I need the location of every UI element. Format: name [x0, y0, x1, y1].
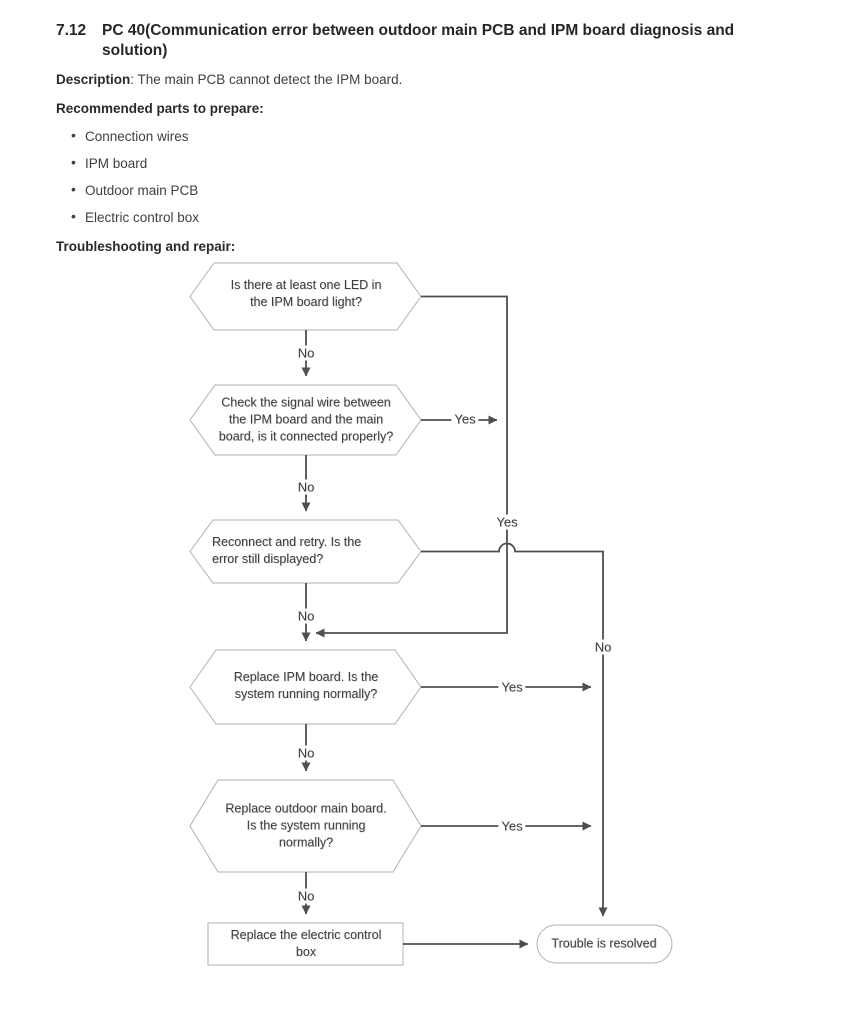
node-line: Is the system running [246, 818, 366, 833]
parts-item-label: Connection wires [85, 129, 189, 144]
decision-q2-text [219, 395, 393, 446]
terminal-text [551, 936, 656, 953]
node-line: box [295, 945, 317, 959]
label-yes-q5: Yes [498, 819, 525, 834]
label-yes-merge: Yes [493, 515, 520, 530]
process-action-text [231, 927, 382, 961]
node-line: the IPM board light? [250, 295, 362, 309]
description-label: Description [56, 72, 131, 87]
node-line: Trouble is resolved [551, 936, 657, 951]
flowchart-shapes [190, 263, 672, 965]
description-text: : The main PCB cannot detect the IPM board. [130, 72, 403, 87]
label-no-branch: No [592, 640, 615, 655]
node-line: Replace IPM board. Is the [233, 670, 379, 684]
node-line: Check the signal wire between [221, 395, 391, 410]
section-title-line-2: solution) [102, 42, 168, 59]
node-line: the IPM board and the main [228, 412, 384, 427]
section-number: 7.12 [56, 22, 87, 39]
connector-q3-right-resolved [421, 544, 603, 917]
node-line: normally? [278, 835, 334, 850]
node-line: system running normally? [234, 687, 378, 701]
parts-item-label: IPM board [85, 156, 148, 171]
label-no-q1: No [295, 346, 318, 361]
node-line: Replace outdoor main board. [225, 801, 387, 816]
decision-q4-text [234, 669, 379, 703]
parts-item-label: Outdoor main PCB [85, 183, 199, 198]
label-no-q5: No [295, 889, 318, 904]
decision-q1-text [231, 277, 382, 311]
node-line: board, is it connected properly? [218, 429, 394, 444]
node-line: Replace the electric control [230, 928, 382, 942]
label-no-q3: No [295, 609, 318, 624]
decision-q3-text [212, 534, 361, 568]
troubleshooting-heading: Troubleshooting and repair: [56, 239, 236, 254]
section-title-line-1: PC 40(Communication error between outdoor main PCB and IPM board diagnosis and [102, 22, 735, 39]
label-no-q2: No [295, 480, 318, 495]
label-no-q4: No [295, 746, 318, 761]
parts-heading: Recommended parts to prepare: [56, 101, 264, 116]
node-line: Reconnect and retry. Is the [212, 535, 362, 549]
label-yes-q2: Yes [451, 412, 478, 427]
node-line: error still displayed? [212, 552, 324, 566]
label-yes-q4: Yes [498, 680, 525, 695]
node-line: Is there at least one LED in [230, 278, 382, 292]
decision-q5-text [225, 801, 386, 852]
parts-item-label: Electric control box [85, 210, 200, 225]
